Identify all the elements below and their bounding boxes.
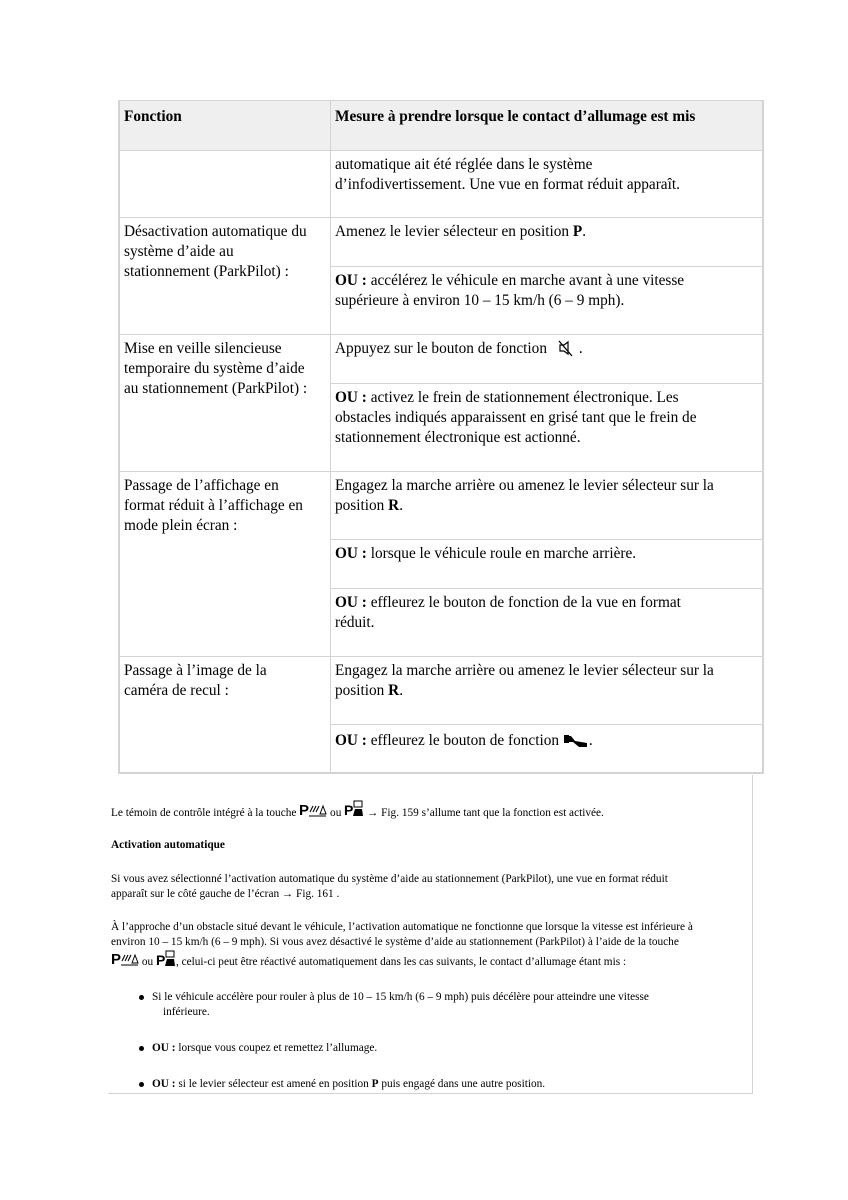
function-table-container (118, 100, 764, 774)
indicator-paragraph: Le témoin de contrôle intégré à la touche P ou P → Fig. 159 s’allume tant que la fonction est activée. (111, 802, 604, 819)
row1-action1: Amenez le levier sélecteur en position P. (331, 218, 763, 267)
function-table (119, 100, 763, 773)
auto-activation-paragraph: Si vous avez sélectionné l’activation automatique du système d’aide au stationnement (ParkPilot), une vue en format réduit apparaît sur le côté gauche de l’écran → Fig. 161 . (111, 873, 668, 900)
row2-function: Mise en veille silencieuse temporaire du système d’aide au stationnement (ParkPilot) : (120, 335, 331, 472)
row0-function (120, 151, 331, 218)
parkpilot-button-icon (299, 802, 327, 818)
row3-function: Passage de l’affichage en format réduit à l’affichage en mode plein écran : (120, 472, 331, 657)
svg-text:P: P (111, 951, 122, 968)
row1-action2: OU : accélérez le véhicule en marche avant à une vitesse supérieure à environ 10 – 15 km/h (6 – 9 mph). (331, 267, 763, 335)
header-mesure: Mesure à prendre lorsque le contact d’allumage est mis (331, 101, 763, 151)
bullet-selector: OU : si le levier sélecteur est amené en position P puis engagé dans une autre position. (152, 1078, 546, 1090)
parking-assist-button-icon (344, 800, 364, 818)
row3-action1: Engagez la marche arrière ou amenez le levier sélecteur sur la position R. (331, 472, 763, 540)
svg-text:P: P (155, 952, 166, 968)
parking-assist-button-icon (156, 950, 176, 968)
svg-text:P: P (344, 802, 354, 818)
bullet-marker (139, 1082, 144, 1087)
row3-action3: OU : effleurez le bouton de fonction de la vue en format réduit. (331, 589, 763, 657)
bullet-marker (139, 1046, 144, 1051)
row4-action2: OU : effleurez le bouton de fonction . (331, 725, 763, 773)
row4-function: Passage à l’image de la caméra de recul : (120, 657, 331, 773)
bullet-marker (139, 995, 144, 1000)
header-fonction: Fonction (120, 101, 331, 151)
obstacle-paragraph: À l’approche d’un obstacle situé devant le véhicule, l’activation automatique ne fonctionne que lorsque la vitesse est inférieure à environ 10 – 15 km/h (6 – 9 mph). Si vous avez désactivé le système d’aide au stationnement (ParkPilot) à l’aide de la touche P ou P , celui-ci peut être réactivé automatiquement dans les cas suivants, le contact d’allumage étant mis : (111, 921, 693, 968)
rear-camera-icon (563, 733, 589, 749)
row0-action: automatique ait été réglée dans le système d’infodivertissement. Une vue en format réduit apparaît. (331, 151, 763, 218)
parkpilot-mute-icon (551, 340, 579, 358)
row3-action2: OU : lorsque le véhicule roule en marche arrière. (331, 540, 763, 589)
bullet-speed: Si le véhicule accélère pour rouler à plus de 10 – 15 km/h (6 – 9 mph) puis décélère pour atteindre une vitesse inférieure. (152, 991, 649, 1018)
svg-text:P: P (299, 802, 310, 818)
row1-function: Désactivation automatique du système d’aide au stationnement (ParkPilot) : (120, 218, 331, 335)
row2-action1: Appuyez sur le bouton de fonction . (331, 335, 763, 384)
bullet-ignition: OU : lorsque vous coupez et remettez l’allumage. (152, 1042, 378, 1054)
activation-heading: Activation automatique (111, 839, 225, 851)
row2-action2: OU : activez le frein de stationnement électronique. Les obstacles indiqués apparaissent en grisé tant que le frein de stationnement électronique est actionné. (331, 384, 763, 472)
parkpilot-button-icon (111, 950, 139, 968)
row4-action1: Engagez la marche arrière ou amenez le levier sélecteur sur la position R. (331, 657, 763, 725)
